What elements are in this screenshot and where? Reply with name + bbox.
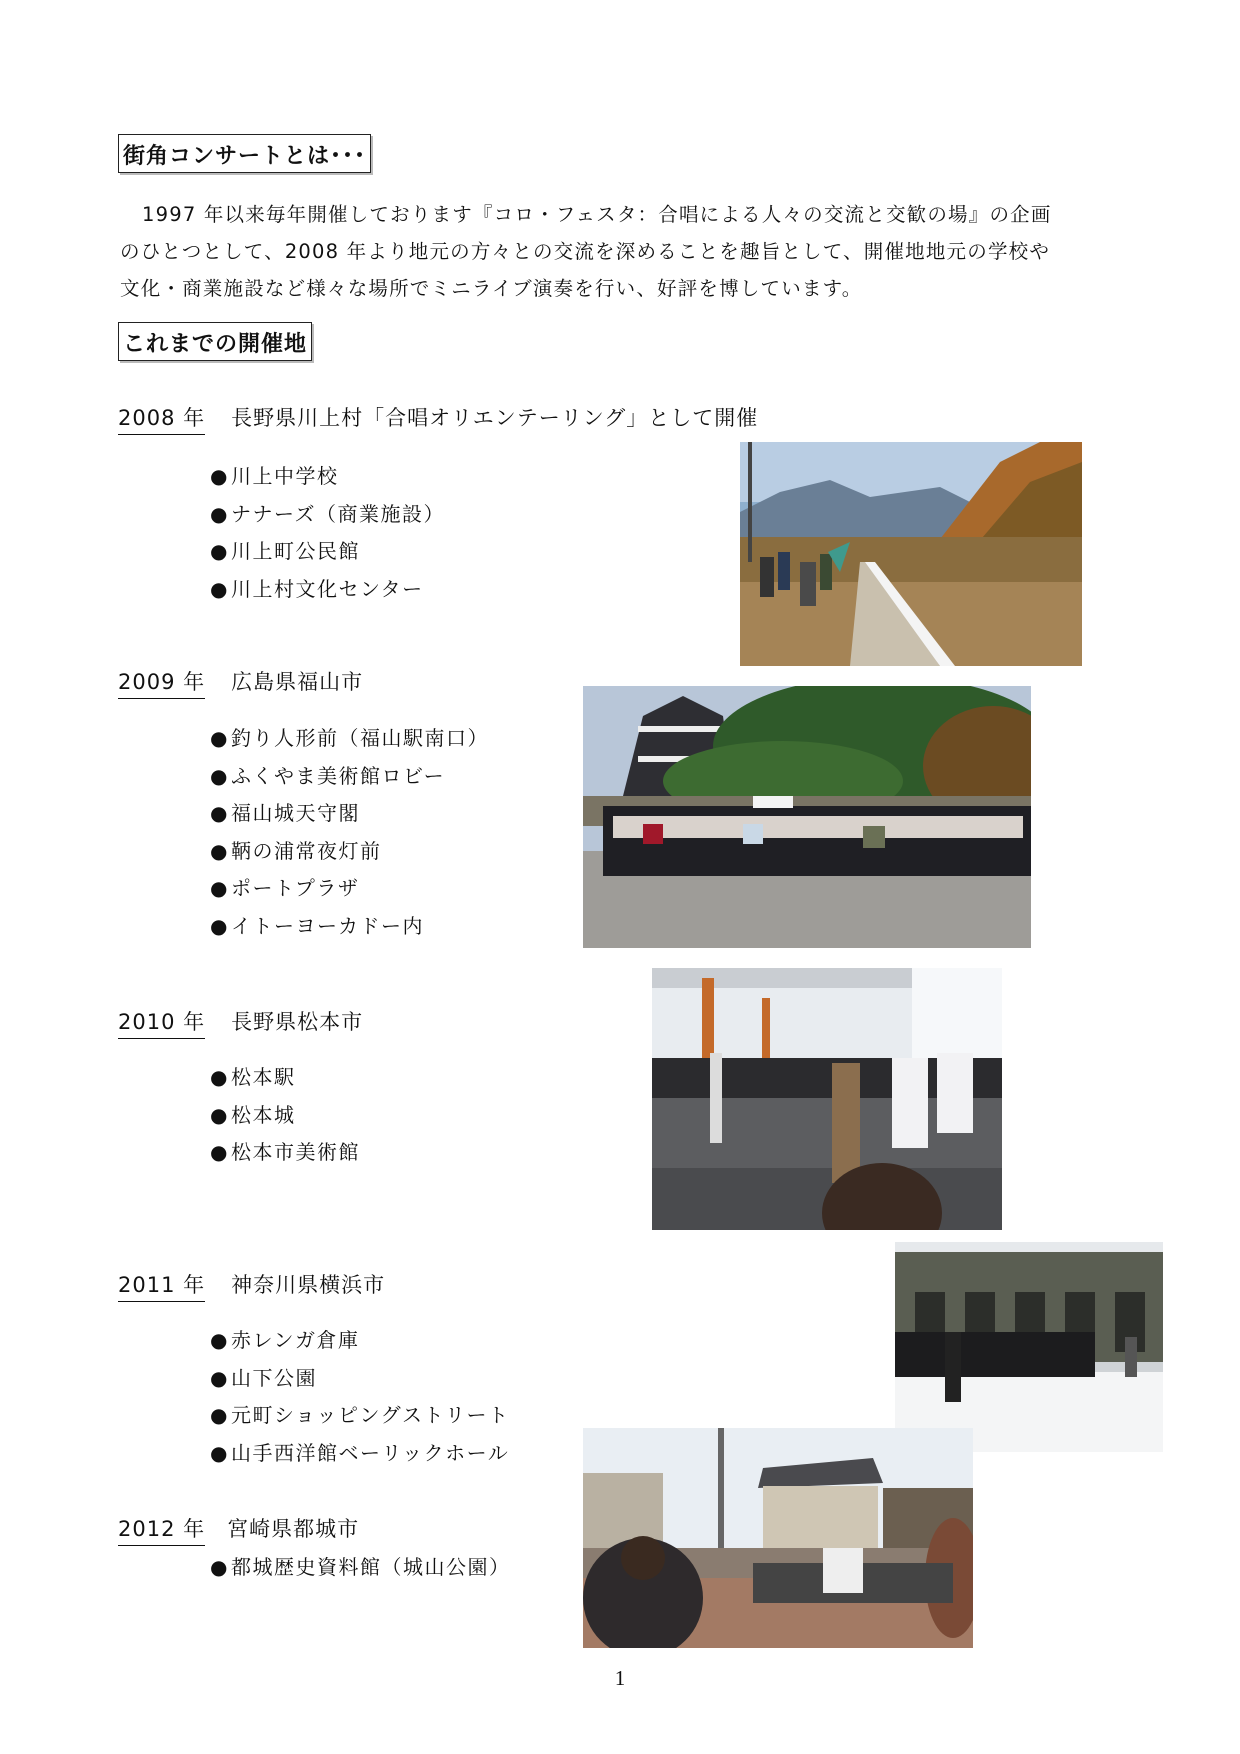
list-item: ● 山手西洋館ベーリックホール (210, 1437, 509, 1475)
list-item: ● イトーヨーカドー内 (210, 910, 489, 948)
year-place: 長野県川上村「合唱オリエンテーリング」として開催 (231, 406, 759, 430)
intro-line: のひとつとして、2008 年より地元の方々との交流を深めることを趣旨として、開催地地元の学校や (120, 240, 1051, 263)
list-item: ● ナナーズ（商業施設） (210, 498, 445, 536)
list-item: ● ふくやま美術館ロビー (210, 760, 489, 798)
venue-list-2010 (210, 1061, 360, 1174)
list-item: ● 赤レンガ倉庫 (210, 1324, 509, 1362)
year-label: 2009 年 (118, 666, 205, 699)
intro-line: 文化・商業施設など様々な場所でミニライブ演奏を行い、好評を博しています。 (120, 277, 863, 300)
intro-line: 1997 年以来毎年開催しております『コロ・フェスタ：合唱による人々の交流と交歓の場』の企画 (142, 203, 1052, 226)
year-label: 2011 年 (118, 1269, 205, 1302)
year-label: 2008 年 (118, 402, 205, 435)
venue-list-2008 (210, 460, 445, 610)
list-item: ● 都城歴史資料館（城山公園） (210, 1551, 510, 1589)
photo-2009-fukuyama (583, 686, 1031, 948)
year-label: 2012 年 (118, 1513, 205, 1546)
section-heading-about: 街角コンサートとは･･･ (118, 134, 371, 173)
photo-2012-miyakonojo (583, 1428, 973, 1648)
year-label: 2010 年 (118, 1006, 205, 1039)
list-item: ● 川上町公民館 (210, 535, 445, 573)
intro-paragraph (120, 196, 1130, 307)
venue-list-2011 (210, 1324, 509, 1474)
venue-list-2009 (210, 722, 489, 947)
page-number: 1 (614, 1666, 626, 1690)
list-item: ● 福山城天守閣 (210, 797, 489, 835)
list-item: ● 川上村文化センター (210, 573, 445, 611)
year-heading-2008 (118, 402, 758, 435)
year-place: 神奈川県横浜市 (231, 1273, 386, 1297)
list-item: ● 釣り人形前（福山駅南口） (210, 722, 489, 760)
photo-2011-yokohama (895, 1242, 1163, 1452)
venue-list-2012 (210, 1551, 510, 1589)
list-item: ● 山下公園 (210, 1362, 509, 1400)
photo-2010-matsumoto (652, 968, 1002, 1230)
list-item: ● 鞆の浦常夜灯前 (210, 835, 489, 873)
year-heading-2009 (118, 666, 363, 699)
year-heading-2012 (118, 1513, 359, 1546)
list-item: ● 松本城 (210, 1099, 360, 1137)
list-item: ● 元町ショッピングストリート (210, 1399, 509, 1437)
list-item: ● ポートプラザ (210, 872, 489, 910)
year-heading-2011 (118, 1269, 385, 1302)
year-heading-2010 (118, 1006, 363, 1039)
section-heading-past-venues: これまでの開催地 (118, 322, 312, 361)
year-place: 宮崎県都城市 (227, 1517, 360, 1541)
year-place: 長野県松本市 (231, 1010, 364, 1034)
year-place: 広島県福山市 (231, 670, 364, 694)
photo-2008-kawakami (740, 442, 1082, 666)
list-item: ● 川上中学校 (210, 460, 445, 498)
list-item: ● 松本市美術館 (210, 1136, 360, 1174)
list-item: ● 松本駅 (210, 1061, 360, 1099)
